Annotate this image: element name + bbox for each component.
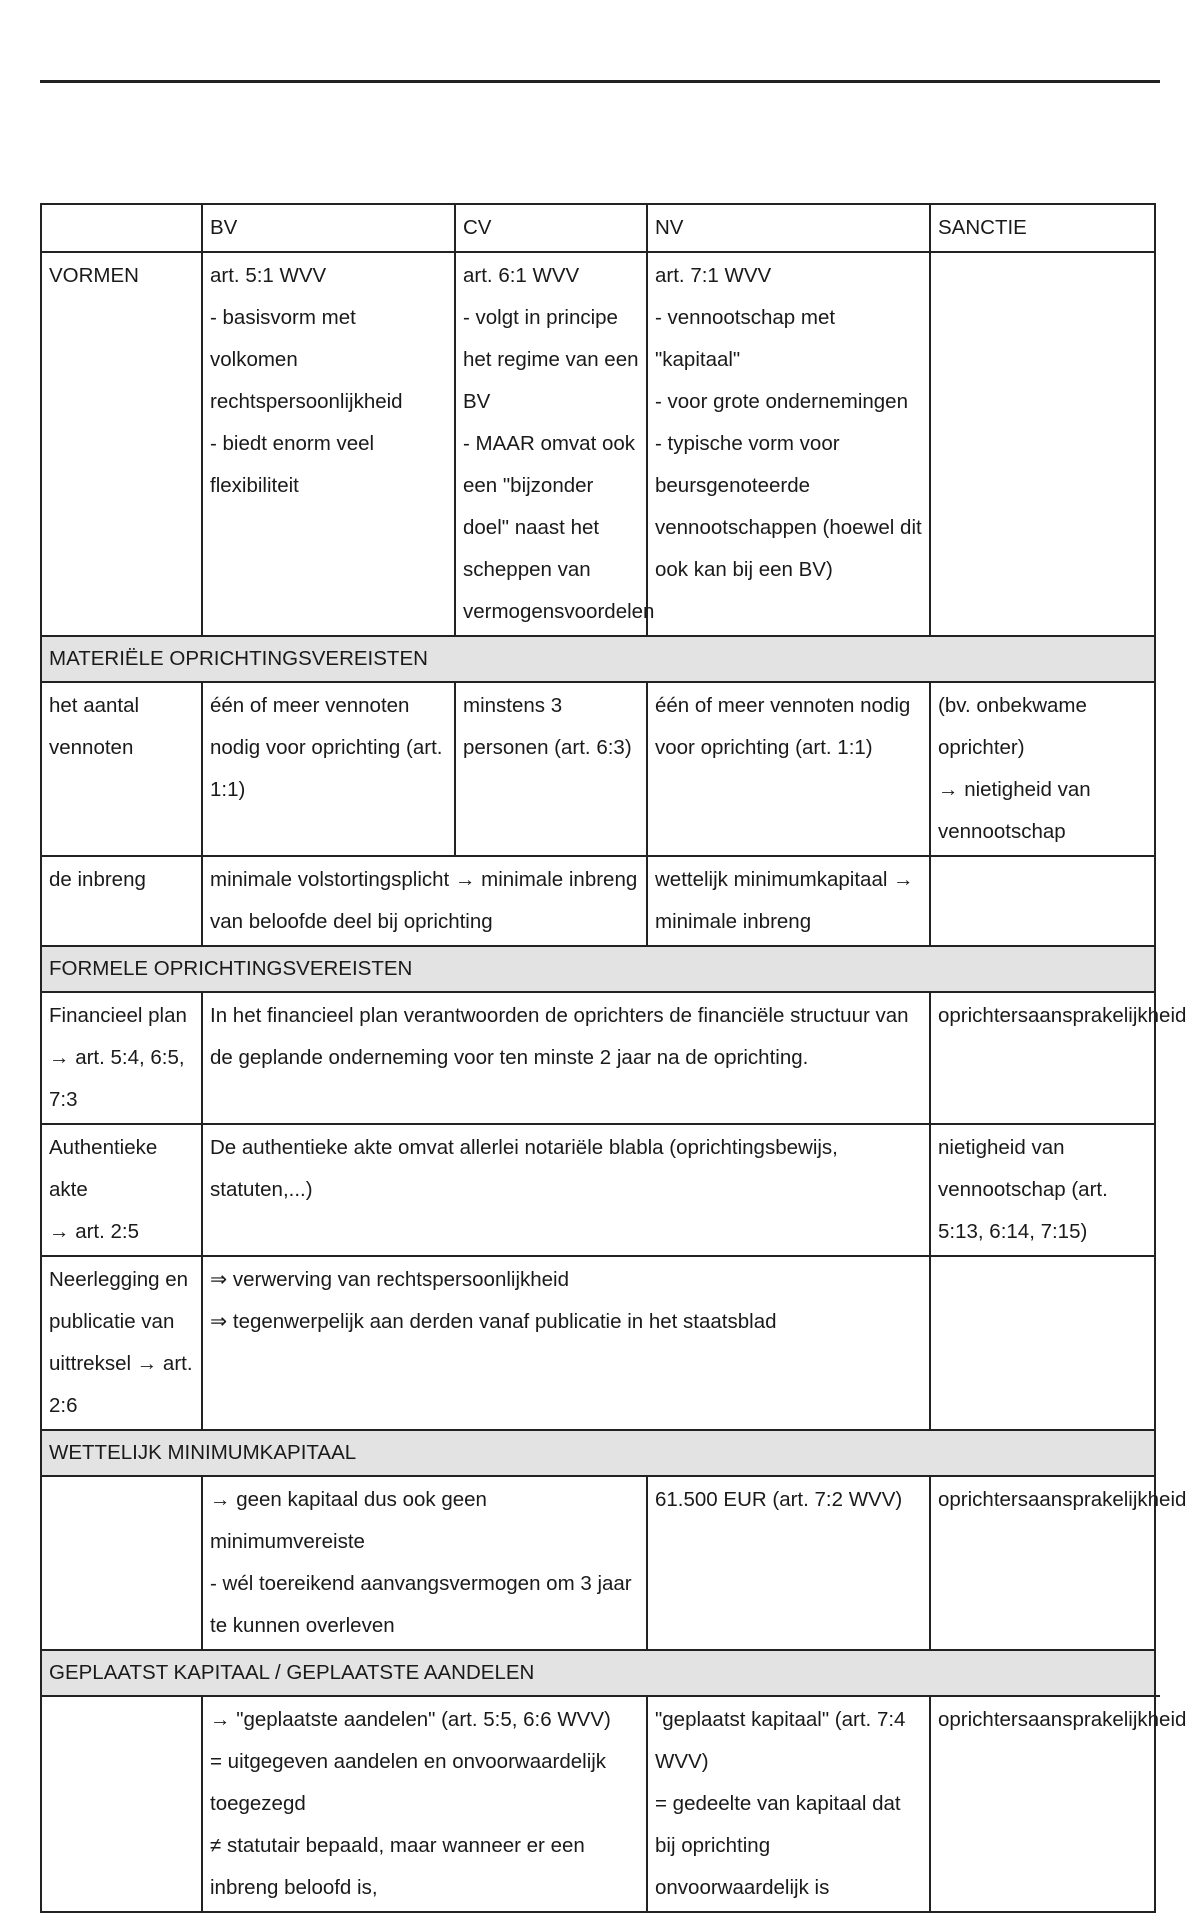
- table-row-vormen: [41, 252, 1155, 636]
- section-title-geplaatst: GEPLAATST KAPITAAL / GEPLAATSTE AANDELEN: [41, 1650, 1155, 1696]
- bottom-rule: [40, 1695, 1160, 1697]
- cell-vennoten-bv: één of meer vennoten nodig voor oprichting (art. 1:1): [202, 682, 455, 856]
- cell-vennoten-cv: minstens 3 personen (art. 6:3): [455, 682, 647, 856]
- row-label-inbreng: de inbreng: [41, 856, 202, 946]
- cell-vennoten-sanctie: (bv. onbekwame oprichter) → nietigheid van vennootschap: [930, 682, 1155, 856]
- header-row: [41, 204, 1155, 252]
- cell-geplaatst-nv: "geplaatst kapitaal" (art. 7:4 WVV) = gedeelte van kapitaal dat bij oprichting onvoorwaardelijk is: [647, 1696, 930, 1912]
- cell-financieel-plan-text: In het financieel plan verantwoorden de oprichters de financiële structuur van de geplande onderneming voor ten minste 2 jaar na de oprichting.: [202, 992, 930, 1124]
- top-rule: [40, 80, 1160, 83]
- section-row-minimumkapitaal: [41, 1430, 1155, 1476]
- row-label-minimumkapitaal: [41, 1476, 202, 1650]
- section-row-geplaatst: [41, 1650, 1155, 1696]
- row-label-vormen: VORMEN: [41, 252, 202, 636]
- section-row-formele: [41, 946, 1155, 992]
- column-header-cv: CV: [455, 204, 647, 252]
- column-header-sanctie: SANCTIE: [930, 204, 1155, 252]
- cell-geplaatst-bv-cv: → "geplaatste aandelen" (art. 5:5, 6:6 WVV) = uitgegeven aandelen en onvoorwaardelijk toegezegd ≠ statutair bepaald, maar wanneer er een inbreng beloofd is,: [202, 1696, 647, 1912]
- cell-authentieke-akte-text: De authentieke akte omvat allerlei notariële blabla (oprichtingsbewijs, statuten,...): [202, 1124, 930, 1256]
- table-row-minimumkapitaal: [41, 1476, 1155, 1650]
- cell-vormen-bv: art. 5:1 WVV - basisvorm met volkomen rechtspersoonlijkheid - biedt enorm veel flexibiliteit: [202, 252, 455, 636]
- row-label-geplaatst: [41, 1696, 202, 1912]
- cell-minimumkapitaal-bv-cv: → geen kapitaal dus ook geen minimumvereiste - wél toereikend aanvangsvermogen om 3 jaar te kunnen overleven: [202, 1476, 647, 1650]
- table-row-neerlegging: [41, 1256, 1155, 1430]
- cell-geplaatst-sanctie: oprichtersaansprakelijkheid: [930, 1696, 1155, 1912]
- header-empty-cell: [41, 204, 202, 252]
- cell-vennoten-nv: één of meer vennoten nodig voor oprichting (art. 1:1): [647, 682, 930, 856]
- row-label-authentieke-akte: Authentieke akte → art. 2:5: [41, 1124, 202, 1256]
- section-title-materiele: MATERIËLE OPRICHTINGSVEREISTEN: [41, 636, 1155, 682]
- section-title-formele: FORMELE OPRICHTINGSVEREISTEN: [41, 946, 1155, 992]
- cell-neerlegging-text: ⇒ verwerving van rechtspersoonlijkheid ⇒ tegenwerpelijk aan derden vanaf publicatie in het staatsblad: [202, 1256, 930, 1430]
- table-row-vennoten: [41, 682, 1155, 856]
- section-row-materiele: [41, 636, 1155, 682]
- table-row-authentieke-akte: [41, 1124, 1155, 1256]
- cell-inbreng-nv: wettelijk minimumkapitaal → minimale inbreng: [647, 856, 930, 946]
- column-header-bv: BV: [202, 204, 455, 252]
- cell-authentieke-akte-sanctie: nietigheid van vennootschap (art. 5:13, 6:14, 7:15): [930, 1124, 1155, 1256]
- table-row-financieel-plan: [41, 992, 1155, 1124]
- table-row-geplaatst: [41, 1696, 1155, 1912]
- row-label-neerlegging: Neerlegging en publicatie van uittreksel → art. 2:6: [41, 1256, 202, 1430]
- cell-vormen-nv: art. 7:1 WVV - vennootschap met "kapitaal" - voor grote ondernemingen - typische vorm voor beursgenoteerde vennootschappen (hoewel dit ook kan bij een BV): [647, 252, 930, 636]
- row-label-vennoten: het aantal vennoten: [41, 682, 202, 856]
- section-title-minimumkapitaal: WETTELIJK MINIMUMKAPITAAL: [41, 1430, 1155, 1476]
- cell-inbreng-sanctie: [930, 856, 1155, 946]
- cell-vormen-sanctie: [930, 252, 1155, 636]
- cell-vormen-cv: art. 6:1 WVV - volgt in principe het regime van een BV - MAAR omvat ook een "bijzonder doel" naast het scheppen van vermogensvoordelen: [455, 252, 647, 636]
- row-label-financieel-plan: Financieel plan → art. 5:4, 6:5, 7:3: [41, 992, 202, 1124]
- cell-financieel-plan-sanctie: oprichtersaansprakelijkheid: [930, 992, 1155, 1124]
- cell-minimumkapitaal-sanctie: oprichtersaansprakelijkheid: [930, 1476, 1155, 1650]
- cell-minimumkapitaal-nv: 61.500 EUR (art. 7:2 WVV): [647, 1476, 930, 1650]
- cell-neerlegging-sanctie: [930, 1256, 1155, 1430]
- table-row-inbreng: [41, 856, 1155, 946]
- cell-inbreng-bv-cv: minimale volstortingsplicht → minimale inbreng van beloofde deel bij oprichting: [202, 856, 647, 946]
- column-header-nv: NV: [647, 204, 930, 252]
- comparison-table: [40, 203, 1187, 1913]
